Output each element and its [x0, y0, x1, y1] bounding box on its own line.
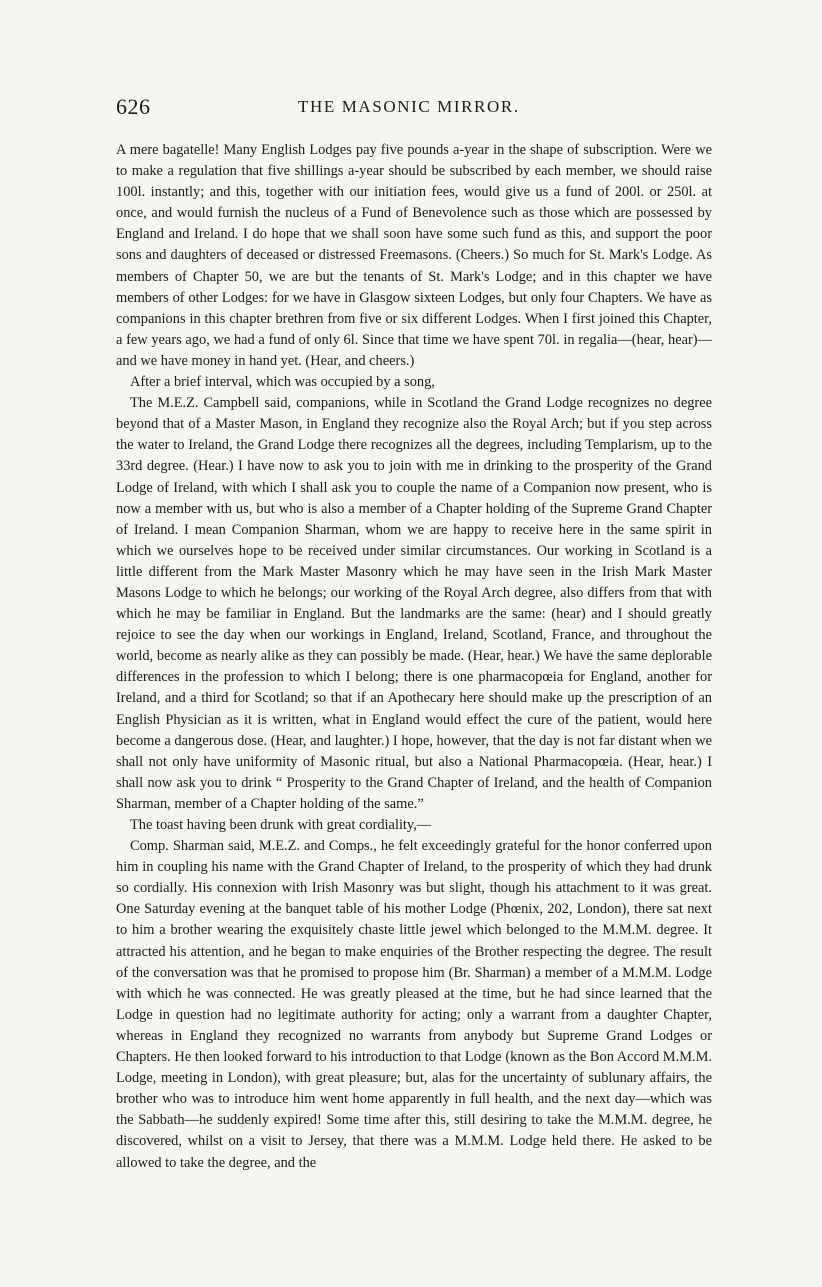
- page-number: 626: [116, 94, 151, 119]
- body-paragraph: The toast having been drunk with great cordiality,—: [130, 817, 432, 833]
- body-paragraph: Comp. Sharman said, M.E.Z. and Comps., he felt exceedingly grateful for the honor conferred upon him in coupling his name with the Grand Chapter of Ireland, to the prosperity of which they had drunk so cordially. His connexion with Irish Masonry was but slight, though his attachment to it was great. One Saturday evening at the banquet table of his mother Lodge (Phœnix, 202, London), there sat next to him a brother wearing the exquisitely chaste little jewel which belonged to the M.M.M. degree. It attracted his attention, and he began to make enquiries of the Brother respecting the degree. The result of the conversation was that he promised to propose him (Br. Sharman) a member of a M.M.M. Lodge with which he was connected. He was greatly pleased at the time, but he had since learned that the Lodge in question had no legitimate authority for acting; only a warrant from a daughter Chapter, whereas in England they recognized no warrants from anybody but Supreme Grand Lodges or Chapters. He then looked forward to his introduction to that Lodge (known as the Bon Accord M.M.M. Lodge, meeting in London), with great pleasure; but, alas for the uncertainty of sublunary affairs, the brother who was to introduce him went home apparently in full health, and the next day—which was the Sabbath—he suddenly expired! Some time after this, still desiring to take the M.M.M. degree, he discovered, whilst on a visit to Jersey, that there was a M.M.M. Lodge held there. He asked to be allowed to take the degree, and the: [116, 838, 712, 1171]
- article-body: [116, 140, 712, 1174]
- running-title: THE MASONIC MIRROR.: [298, 97, 520, 116]
- body-paragraph: The M.E.Z. Campbell said, companions, while in Scotland the Grand Lodge recognizes no degree beyond that of a Master Mason, in England they recognize also the Royal Arch; but if you step across the water to Ireland, the Grand Lodge there recognizes all the degrees, including Templarism, up to the 33rd degree. (Hear.) I have now to ask you to join with me in drinking to the prosperity of the Grand Lodge of Ireland, with which I shall ask you to couple the name of a Companion now present, who is now a member with us, but who is also a member of a Chapter holding of the Supreme Grand Chapter of Ireland. I mean Companion Sharman, whom we are happy to receive here in the same spirit in which we ourselves hope to be received under similar circumstances. Our working in Scotland is a little different from the Mark Master Masonry which he may have seen in the Irish Mark Master Masons Lodge to which he belongs; our working of the Royal Arch degree, also differs from that with which he may be familiar in England. But the landmarks are the same: (hear) and I should greatly rejoice to see the day when our workings in England, Ireland, Scotland, France, and throughout the world, become as nearly alike as they can possibly be made. (Hear, hear.) We have the same deplorable differences in the profession to which I belong; there is one pharmacopœia for England, another for Ireland, and a third for Scotland; so that if an Apothecary here should make up the prescription of an English Physician as it is written, what in England would effect the cure of the patient, would here become a dangerous dose. (Hear, and laughter.) I hope, however, that the day is not far distant when we shall not only have uniformity of Masonic ritual, but also a National Pharmacopœia. (Hear, hear.) I shall now ask you to drink “ Prosperity to the Grand Chapter of Ireland, and the health of Companion Sharman, member of a Chapter holding of the same.”: [116, 395, 712, 812]
- page-header: [116, 94, 712, 124]
- body-paragraph: After a brief interval, which was occupied by a song,: [130, 374, 435, 391]
- body-paragraph: A mere bagatelle! Many English Lodges pay five pounds a-year in the shape of subscription. Were we to make a regulation that five shillings a-year should be subscribed by each member, we should raise 100l. instantly; and this, together with our initiation fees, would give us a fund of 200l. or 250l. at once, and would furnish the nucleus of a Fund of Benevolence such as those which are possessed by England and Ireland. I do hope that we shall soon have some such fund as this, and support the poor sons and daughters of deceased or distressed Freemasons. (Cheers.) So much for St. Mark's Lodge. As members of Chapter 50, we are but the tenants of St. Mark's Lodge; and in this chapter we have members of other Lodges: for we have in Glasgow sixteen Lodges, but only four Chapters. We have as companions in this chapter brethren from five or six different Lodges. When I first joined this Chapter, a few years ago, we had a fund of only 6l. Since that time we have spent 70l. in regalia—(hear, hear)—and we have money in hand yet. (Hear, and cheers.): [116, 142, 712, 369]
